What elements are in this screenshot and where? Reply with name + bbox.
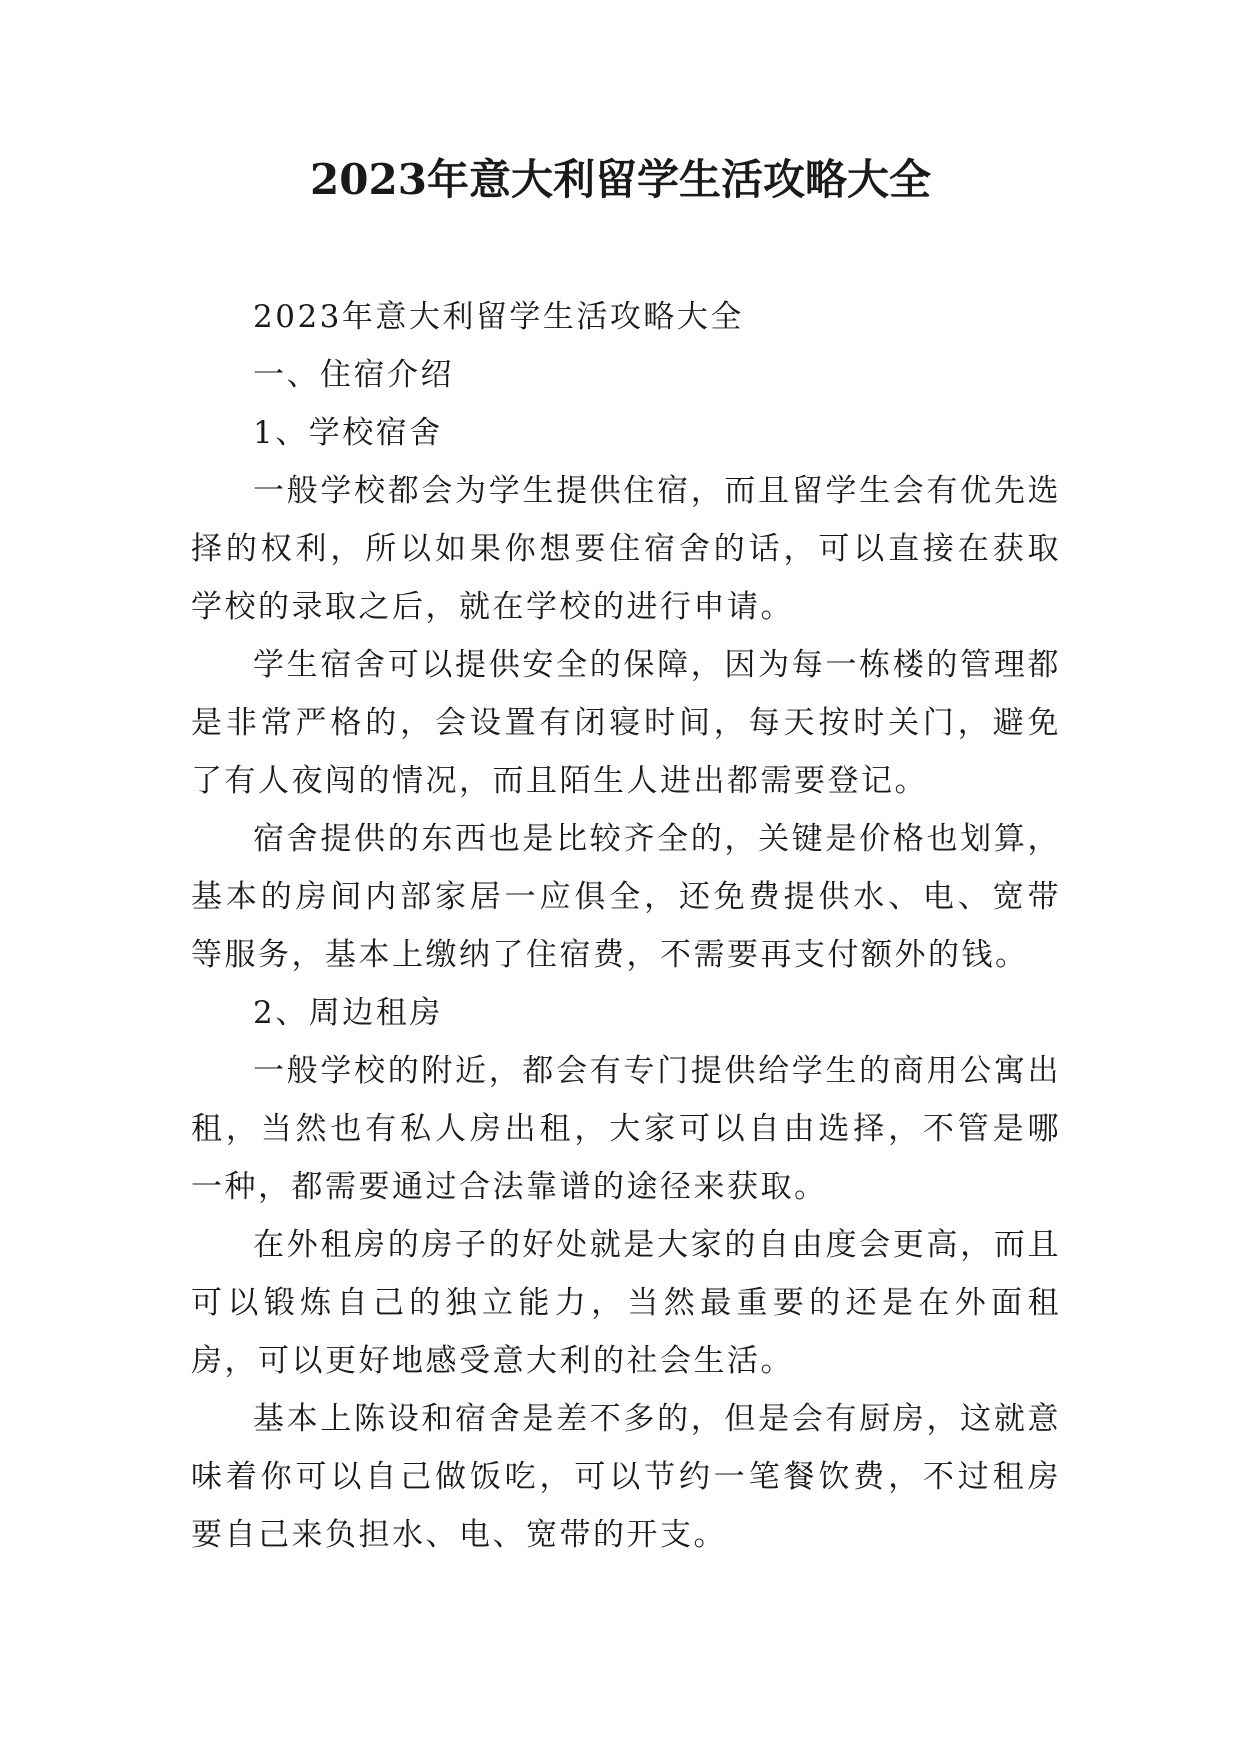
paragraph: 基本上陈设和宿舍是差不多的，但是会有厨房，这就意味着你可以自己做饭吃，可以节约一笔餐饮费，不过租房要自己来负担水、电、宽带的开支。 (191, 1401, 1061, 1553)
paragraph: 一般学校的附近，都会有专门提供给学生的商用公寓出租，当然也有私人房出租，大家可以自由选择，不管是哪一种，都需要通过合法靠谱的途径来获取。 (191, 1053, 1061, 1205)
body-subtitle: 2023年意大利留学生活攻略大全 (253, 299, 744, 335)
paragraph: 宿舍提供的东西也是比较齐全的，关键是价格也划算，基本的房间内部家居一应俱全，还免费提供水、电、宽带等服务，基本上缴纳了住宿费，不需要再支付额外的钱。 (191, 821, 1061, 973)
paragraph: 学生宿舍可以提供安全的保障，因为每一栋楼的管理都是非常严格的，会设置有闭寝时间，每天按时关门，避免了有人夜闯的情况，而且陌生人进出都需要登记。 (191, 647, 1061, 799)
paragraph: 在外租房的房子的好处就是大家的自由度会更高，而且可以锻炼自己的独立能力，当然最重要的还是在外面租房，可以更好地感受意大利的社会生活。 (191, 1227, 1061, 1379)
section-heading-accommodation: 一、住宿介绍 (253, 357, 454, 393)
paragraph: 一般学校都会为学生提供住宿，而且留学生会有优先选择的权利，所以如果你想要住宿舍的话，可以直接在获取学校的录取之后，就在学校的进行申请。 (191, 473, 1061, 625)
subsection-heading-nearby-rental: 2、周边租房 (253, 995, 443, 1031)
subsection-heading-school-dorm: 1、学校宿舍 (253, 415, 443, 451)
document-title: 2023年意大利留学生活攻略大全 (310, 155, 931, 204)
document-body (191, 288, 1061, 1564)
